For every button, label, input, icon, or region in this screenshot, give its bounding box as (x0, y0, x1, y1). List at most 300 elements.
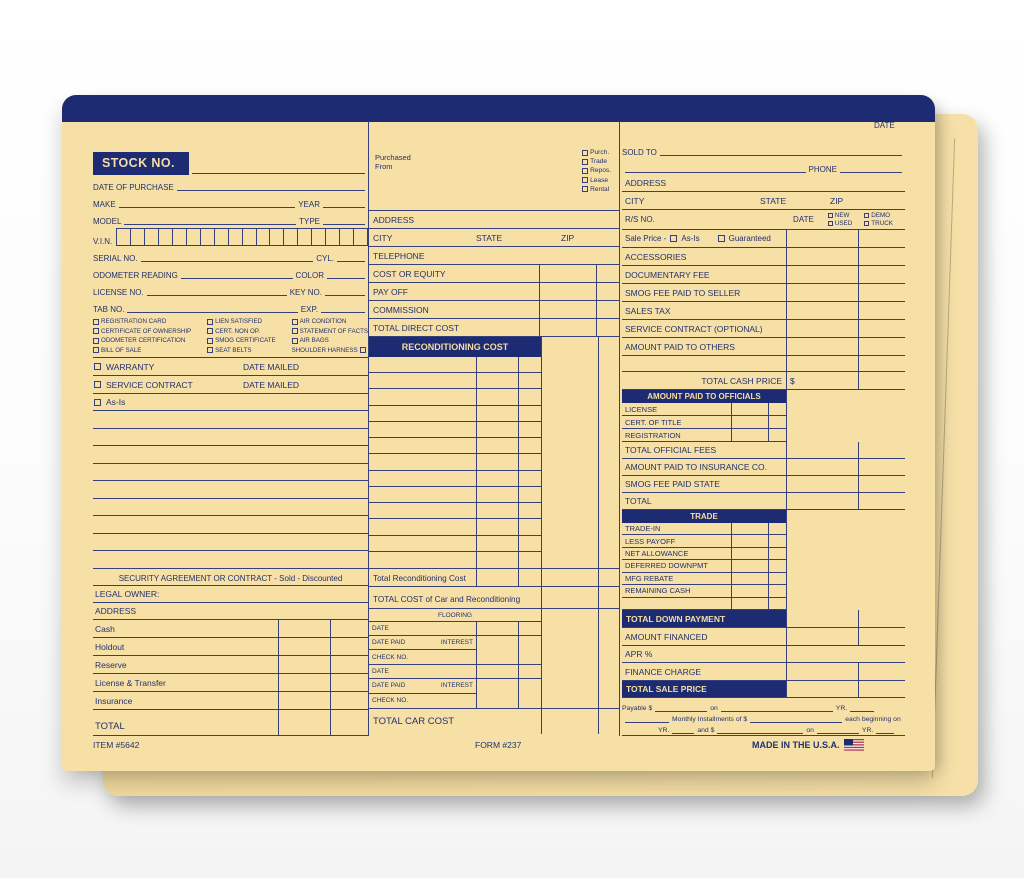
warranty-row (93, 358, 368, 376)
buyer-city-state-zip-row (622, 192, 905, 210)
smog-fee-state-row: SMOG FEE PAID STATE (622, 476, 905, 493)
amount-cell (278, 620, 330, 637)
flooring-date-row: DATE (369, 665, 541, 679)
checkbox-icon (93, 347, 99, 353)
doc-checkbox-col-3 (292, 318, 368, 354)
amount-cell (476, 519, 518, 534)
vin-box (117, 229, 131, 245)
total-sale-price-row: TOTAL SALE PRICE (622, 681, 905, 698)
type-label: TYPE (299, 217, 320, 226)
vin-box (284, 229, 298, 245)
cents-cell (518, 373, 541, 388)
cents-cell (858, 372, 905, 389)
checkbox-icon (582, 159, 588, 165)
checkbox-icon (93, 319, 99, 325)
flooring-payment-block-1 (369, 636, 541, 665)
cents-cell (596, 283, 619, 300)
cents-cell (518, 357, 541, 372)
cents-cell (598, 709, 619, 734)
reconditioning-blank-row (369, 406, 541, 422)
cents-cell (330, 638, 368, 655)
amount-cell (731, 535, 768, 546)
interest-label: INTEREST (440, 682, 473, 690)
cents-cell (858, 266, 905, 283)
model-label: MODEL (93, 217, 122, 226)
us-flag-icon (844, 739, 864, 751)
check-no-label: CHECK NO. (372, 697, 409, 705)
checkbox-bill-of-sale: BILL OF SALE (93, 347, 191, 354)
flooring-payment-block-2 (369, 679, 541, 708)
phone-row (622, 157, 905, 174)
amount-cell (731, 416, 768, 428)
warranty-label: WARRANTY (106, 361, 155, 372)
reconditioning-blank-row (369, 389, 541, 405)
accessories-row: ACCESSORIES (622, 248, 905, 266)
blank-note-line (93, 429, 368, 447)
officials-total-row: TOTAL (622, 493, 905, 510)
license-transfer-row: License & Transfer (93, 674, 368, 692)
checkbox-lien-satisfied: LIEN SATISFIED (207, 318, 276, 325)
doc-checkbox-col-2 (207, 318, 276, 354)
stock-no-line (192, 172, 365, 174)
amount-cell (476, 471, 518, 486)
vin-box (187, 229, 201, 245)
flooring-header: FLOORING (369, 609, 541, 622)
smog-fee-seller-row: SMOG FEE PAID TO SELLER (622, 284, 905, 302)
vehicle-info-column (93, 121, 368, 736)
blank-note-line (93, 411, 368, 429)
checkbox-odometer-certification: ODOMETER CERTIFICATION (93, 337, 191, 344)
checkbox-icon (582, 150, 588, 156)
amount-cell (786, 372, 858, 389)
zip-label: ZIP (561, 233, 575, 243)
amount-column (541, 609, 598, 708)
cents-cell (858, 356, 905, 371)
cents-cell (858, 442, 905, 458)
cents-cell (858, 230, 905, 247)
blank-note-line (93, 499, 368, 517)
sales-tax-row: SALES TAX (622, 302, 905, 320)
cents-cell (858, 459, 905, 475)
vin-box (257, 229, 271, 245)
reconditioning-side-columns (541, 337, 619, 568)
amount-cell (786, 320, 858, 337)
vin-box (131, 229, 145, 245)
trade-blank-row (622, 598, 786, 610)
warranty-checkbox-icon (94, 363, 101, 370)
license-key-row (93, 280, 368, 297)
amount-cell (476, 454, 518, 469)
color-label: COLOR (295, 271, 324, 280)
checkbox-icon (582, 186, 588, 192)
amount-cell (476, 636, 518, 664)
cents-cell (858, 338, 905, 355)
checkbox-cert-non-op: CERT. NON OP. (207, 328, 276, 335)
cost-or-equity-row: COST OR EQUITY (369, 265, 619, 283)
amount-cell (731, 560, 768, 571)
service-contract-optional-row: SERVICE CONTRACT (OPTIONAL) (622, 320, 905, 338)
cents-cell (768, 573, 786, 584)
amount-cell (476, 622, 518, 635)
cents-column (598, 337, 619, 568)
amount-cell (786, 646, 905, 662)
legal-owner-label: LEGAL OWNER: (95, 588, 160, 599)
service-contract-checkbox-icon (94, 381, 101, 388)
cents-cell (518, 536, 541, 551)
checkbox-icon (828, 221, 833, 226)
amount-paid-officials-header: AMOUNT PAID TO OFFICIALS (622, 390, 786, 403)
cents-cell (518, 389, 541, 404)
amount-column (541, 337, 598, 568)
checkbox-used: USED (828, 220, 853, 227)
form-number: FORM #237 (475, 740, 522, 750)
blank-note-line (93, 551, 368, 569)
checkbox-icon (93, 328, 99, 334)
vin-box (326, 229, 340, 245)
phone-label: PHONE (808, 165, 837, 174)
cents-cell (330, 620, 368, 637)
trade-grid (622, 510, 786, 610)
tab-exp-row (93, 297, 368, 314)
tab-no-label: TAB NO. (93, 305, 125, 314)
vin-box (354, 229, 367, 245)
trade-side-blank (786, 510, 905, 610)
made-in-usa: MADE IN THE U.S.A. (752, 739, 864, 751)
checkbox-purch: Purch. (582, 149, 611, 156)
checkbox-shoulder-harness: SHOULDER HARNESS (292, 347, 368, 354)
checkbox-icon (207, 347, 213, 353)
cents-cell (330, 656, 368, 673)
amount-cell (541, 587, 598, 608)
amount-cell (786, 338, 858, 355)
amount-cell (278, 692, 330, 709)
vin-box (340, 229, 354, 245)
vin-box (312, 229, 326, 245)
amount-cell (786, 230, 858, 247)
reconditioning-blank-row (369, 519, 541, 535)
amount-cell (786, 248, 858, 265)
amount-cell (476, 552, 518, 568)
cents-cell (518, 503, 541, 518)
cents-cell (518, 569, 541, 586)
cost-column (368, 121, 620, 736)
cents-cell (768, 548, 786, 559)
amount-cell (476, 503, 518, 518)
amount-cell (476, 438, 518, 453)
legal-owner-row (93, 586, 368, 603)
rs-date-label: DATE (793, 215, 814, 224)
amount-cell (476, 665, 518, 678)
amount-paid-insurance-row: AMOUNT PAID TO INSURANCE CO. (622, 459, 905, 476)
remaining-cash-row: REMAINING CASH (622, 585, 786, 597)
reserve-row: Reserve (93, 656, 368, 674)
city-label: CITY (625, 196, 645, 206)
blank-note-line (93, 464, 368, 482)
cents-cell (330, 692, 368, 709)
purchased-from-cell (369, 121, 619, 211)
less-payoff-row: LESS PAYOFF (622, 535, 786, 547)
amount-cell (278, 638, 330, 655)
vin-row (93, 226, 368, 246)
amount-cell (786, 302, 858, 319)
state-label: STATE (476, 233, 503, 243)
amount-paid-others-row: AMOUNT PAID TO OTHERS (622, 338, 905, 356)
seller-city-state-zip-row (369, 229, 619, 247)
stock-no-header: STOCK NO. (93, 152, 189, 175)
checkbox-icon (292, 338, 298, 344)
make-label: MAKE (93, 200, 116, 209)
checkbox-icon (207, 319, 213, 325)
amount-cell (539, 283, 596, 300)
rs-no-row (622, 210, 905, 230)
cents-cell (768, 598, 786, 609)
check-no-label: CHECK NO. (372, 653, 409, 661)
cents-cell (768, 585, 786, 596)
odometer-label: ODOMETER READING (93, 271, 178, 280)
officials-grid (622, 390, 786, 442)
cents-cell (768, 535, 786, 546)
cents-cell (768, 403, 786, 415)
reconditioning-blank-row (369, 454, 541, 470)
checkbox-repos: Repos. (582, 167, 611, 174)
date-paid-label: DATE PAID (372, 682, 406, 690)
amount-cell (476, 373, 518, 388)
finance-charge-row: FINANCE CHARGE (622, 663, 905, 681)
cents-cell (518, 622, 541, 635)
year-label: YEAR (298, 200, 320, 209)
cents-cell (596, 319, 619, 336)
vin-box (173, 229, 187, 245)
sale-price-label: Sale Price - (625, 234, 667, 243)
checkbox-icon (360, 347, 366, 353)
seller-address-row: ADDRESS (369, 211, 619, 229)
cyl-label: CYL. (316, 254, 334, 263)
as-is-label: As-Is (106, 397, 126, 407)
cents-cell (596, 265, 619, 282)
amount-cell (476, 487, 518, 502)
reconditioning-grid (369, 337, 541, 568)
checkbox-icon (207, 328, 213, 334)
checkbox-icon (864, 213, 869, 218)
cents-cell (858, 610, 905, 627)
amount-cell (476, 406, 518, 421)
reconditioning-blank-row (369, 422, 541, 438)
reconditioning-blank-row (369, 438, 541, 454)
checkbox-smog-certificate: SMOG CERTIFICATE (207, 337, 276, 344)
cents-cell (518, 519, 541, 534)
reconditioning-blank-row (369, 357, 541, 373)
checkbox-icon (292, 328, 298, 334)
reconditioning-blank-row (369, 552, 541, 568)
date-of-purchase-label: DATE OF PURCHASE (93, 183, 174, 192)
document-checkbox-grid (93, 314, 368, 358)
cents-cell (768, 416, 786, 428)
holdout-row: Holdout (93, 638, 368, 656)
trade-in-row: TRADE-IN (622, 523, 786, 535)
commission-row: COMMISSION (369, 301, 619, 319)
model-type-row (93, 209, 368, 226)
vin-box (270, 229, 284, 245)
amount-cell (476, 569, 518, 586)
checkbox-rental: Rental (582, 186, 611, 193)
service-contract-label: SERVICE CONTRACT (106, 379, 193, 390)
dollar-sign: $ (790, 376, 795, 386)
cents-cell (518, 552, 541, 568)
deal-jacket-form (62, 95, 935, 771)
pay-off-row: PAY OFF (369, 283, 619, 301)
cents-cell (858, 248, 905, 265)
cents-cell (518, 454, 541, 469)
checkbox-seat-belts: SEAT BELTS (207, 347, 276, 354)
checkbox-lease: Lease (582, 177, 611, 184)
make-year-row (93, 192, 368, 209)
cert-of-title-row: CERT. OF TITLE (622, 416, 786, 429)
total-reconditioning-row: Total Reconditioning Cost (369, 569, 619, 587)
flooring-grid (369, 609, 541, 708)
checkbox-truck: TRUCK (864, 220, 893, 227)
amount-cell (731, 598, 768, 609)
vin-box (298, 229, 312, 245)
reconditioning-blank-row (369, 487, 541, 503)
apr-row: APR % (622, 646, 905, 663)
total-official-fees-row: TOTAL OFFICIAL FEES (622, 442, 905, 459)
amount-cell (786, 284, 858, 301)
mfg-rebate-row: MFG REBATE (622, 573, 786, 585)
doc-checkbox-col-1 (93, 318, 191, 354)
left-total-row: TOTAL (93, 710, 368, 736)
amount-cell (476, 536, 518, 551)
registration-row: REGISTRATION (622, 429, 786, 442)
cents-cell (598, 569, 619, 586)
vin-label: V.I.N. (93, 237, 113, 246)
checkbox-icon (93, 338, 99, 344)
cents-cell (518, 438, 541, 453)
date-paid-label: DATE PAID (372, 639, 406, 646)
amount-cell (278, 710, 330, 735)
amount-cell (786, 681, 858, 697)
amount-cell (786, 476, 858, 492)
cents-cell (518, 422, 541, 437)
cents-cell (598, 587, 619, 608)
cents-cell (858, 284, 905, 301)
deferred-downpmt-row: DEFERRED DOWNPMT (622, 560, 786, 572)
cents-cell (330, 674, 368, 691)
vin-box (145, 229, 159, 245)
blank-note-line (93, 534, 368, 552)
reconditioning-blank-row (369, 373, 541, 389)
amount-cell (786, 459, 858, 475)
cents-cell (858, 493, 905, 509)
amount-cell (786, 663, 858, 680)
sale-date-label: DATE (874, 121, 895, 130)
amount-cell (786, 442, 858, 458)
amount-cell (731, 429, 768, 441)
amount-cell (278, 674, 330, 691)
checkbox-icon (292, 319, 298, 325)
purchased-from-label: Purchased From (375, 153, 411, 171)
trade-header: TRADE (622, 510, 786, 523)
blank-money-row (622, 356, 905, 372)
license-no-label: LICENSE NO. (93, 288, 144, 297)
amount-cell (786, 610, 858, 627)
amount-cell (786, 628, 858, 645)
amount-financed-row: AMOUNT FINANCED (622, 628, 905, 646)
payable-terms-block (622, 698, 905, 736)
rs-no-label: R/S NO. (625, 215, 655, 224)
new-used-checkboxes (828, 212, 853, 228)
service-date-mailed-label: DATE MAILED (243, 379, 300, 390)
amount-cell (476, 422, 518, 437)
cents-cell (858, 302, 905, 319)
cents-cell (768, 429, 786, 441)
checkbox-icon (828, 213, 833, 218)
checkbox-demo: DEMO (864, 212, 893, 219)
envelope-crease (932, 138, 955, 778)
amount-cell (539, 265, 596, 282)
blank-note-line (93, 516, 368, 534)
as-is-checkbox-icon (94, 399, 101, 406)
as-is-row (93, 394, 368, 411)
amount-cell (278, 656, 330, 673)
reconditioning-zone (369, 337, 619, 569)
checkbox-icon (582, 177, 588, 183)
vin-box (215, 229, 229, 245)
flooring-zone (369, 609, 619, 709)
amount-cell (731, 585, 768, 596)
vin-box (201, 229, 215, 245)
service-contract-row (93, 376, 368, 394)
insurance-row: Insurance (93, 692, 368, 710)
documentary-fee-row: DOCUMENTARY FEE (622, 266, 905, 284)
cents-cell (858, 681, 905, 697)
cents-cell (518, 679, 541, 708)
cents-cell (518, 471, 541, 486)
total-car-cost-row: TOTAL CAR COST (369, 709, 619, 734)
amount-cell (731, 403, 768, 415)
amount-cell (786, 266, 858, 283)
sale-price-row: Sale Price - As-Is Guaranteed (622, 230, 905, 248)
payable-line-2: Monthly Installments of $ each beginning on (622, 712, 905, 723)
sale-column (620, 121, 905, 736)
cents-cell (768, 523, 786, 534)
vin-boxes (116, 228, 368, 246)
checkbox-certificate-of-ownership: CERTIFICATE OF OWNERSHIP (93, 328, 191, 335)
flooring-date-row: DATE (369, 622, 541, 636)
reconditioning-blank-row (369, 471, 541, 487)
key-no-label: KEY NO. (289, 288, 322, 297)
purchase-type-checkboxes (582, 121, 619, 210)
reconditioning-cost-header: RECONDITIONING COST (369, 337, 541, 357)
checkbox-icon (207, 338, 213, 344)
vin-box (243, 229, 257, 245)
reconditioning-blank-row (369, 536, 541, 552)
city-label: CITY (373, 233, 393, 243)
reconditioning-blank-row (369, 503, 541, 519)
demo-truck-checkboxes (864, 212, 893, 228)
date-of-purchase-row (93, 175, 368, 192)
cash-row: Cash (93, 620, 368, 638)
buyer-address-row: ADDRESS (622, 174, 905, 192)
checkbox-trade: Trade (582, 158, 611, 165)
license-row: LICENSE (622, 403, 786, 416)
serial-cyl-row (93, 246, 368, 263)
exp-label: EXP. (300, 305, 318, 314)
officials-zone (622, 390, 905, 442)
total-direct-cost-row: TOTAL DIRECT COST (369, 319, 619, 337)
state-label: STATE (760, 196, 787, 206)
vin-box (229, 229, 243, 245)
blank-note-line (93, 481, 368, 499)
